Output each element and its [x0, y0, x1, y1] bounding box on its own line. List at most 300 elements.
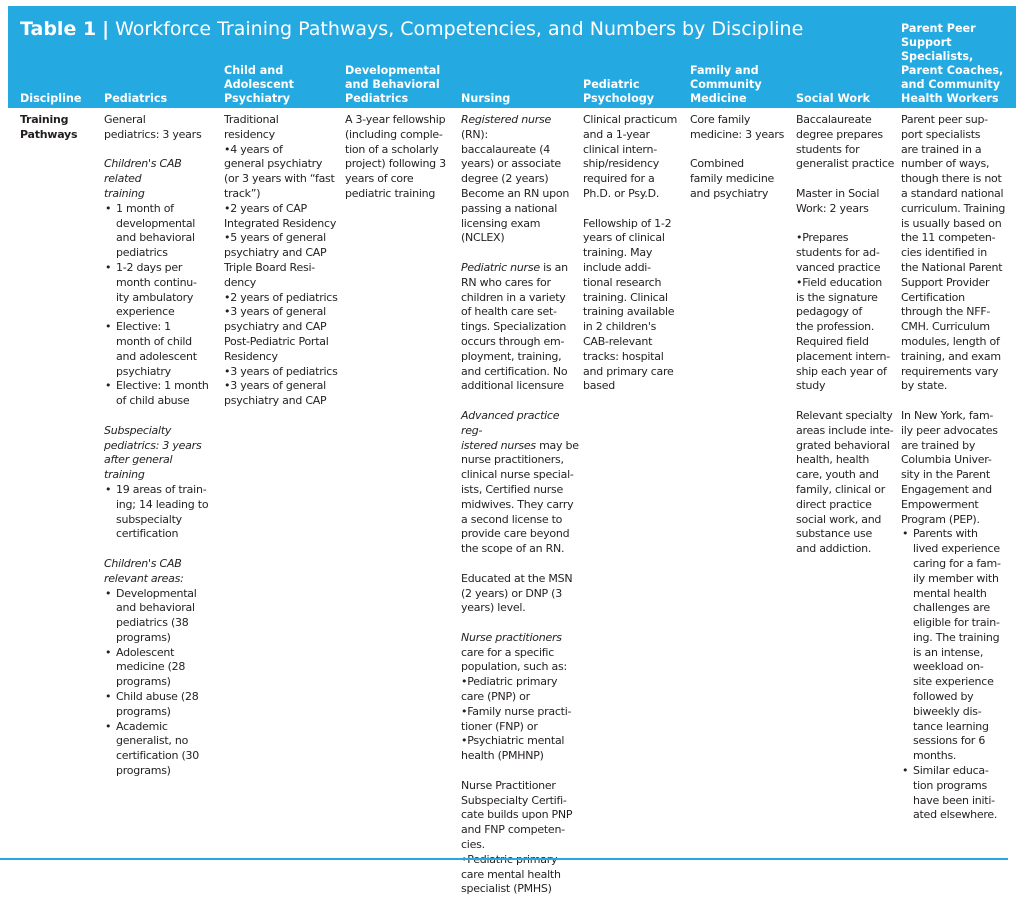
text-line: a standard national [901, 186, 1004, 200]
list-item [116, 646, 222, 690]
text-line: ing. The training [913, 630, 1000, 644]
col-header-dev-behavioral [345, 64, 440, 106]
table-title [20, 18, 803, 40]
list-item [116, 720, 222, 779]
text-line: Combined [690, 157, 744, 171]
text-line: • Developmental [116, 586, 197, 600]
text-line: Training [20, 113, 69, 126]
text-line: psychiatry and CAP [224, 246, 327, 260]
bottom-rule [0, 858, 1008, 860]
social-work-text-2 [796, 187, 900, 217]
pediatrics-intro [104, 113, 222, 143]
text-line: Social Work [796, 92, 871, 105]
ped-psych-text-2 [583, 217, 687, 395]
text-line: cies identified in [901, 246, 987, 260]
text-line: required for a [583, 172, 655, 186]
cell-social-work [796, 113, 900, 557]
cell-child-psychiatry [224, 113, 342, 409]
text-line: are trained by [901, 438, 976, 452]
social-work-text-4 [796, 409, 900, 557]
text-line: •5 years of general [224, 231, 326, 245]
list-item [913, 764, 1013, 823]
text-line: (or 3 years with “fast [224, 172, 335, 186]
text-line: of child abuse [116, 394, 190, 408]
text-line [461, 853, 581, 868]
text-line: tracks: hospital [583, 349, 664, 363]
text-line: Pediatrics [345, 92, 409, 105]
parent-peer-list [901, 527, 1013, 823]
nursing-apn-rest: may be [535, 438, 579, 452]
text-line: Medicine [690, 92, 747, 105]
text-line: cies. [461, 838, 485, 852]
text-line: training. Clinical [583, 290, 668, 304]
text-line: based [583, 379, 615, 393]
text-line: years) or associate [461, 157, 561, 171]
list-item [913, 527, 1013, 764]
col-header-nursing [461, 92, 510, 106]
text-line: site experience [913, 675, 994, 689]
text-line: population, such as: [461, 660, 567, 674]
text-line: ily peer advocates [901, 423, 998, 437]
text-line: licensing exam [461, 216, 541, 230]
text-line: the profession. [796, 320, 875, 334]
list-item [116, 483, 222, 542]
nursing-rn-text [461, 143, 581, 247]
text-line: dency [224, 275, 257, 289]
text-line: passing a national [461, 201, 558, 215]
text-line: nurse practitioners, [461, 453, 564, 467]
text-line: Children's CAB [104, 556, 182, 570]
text-line: is usually based on [901, 216, 1002, 230]
text-line: social work, and [796, 512, 882, 526]
text-line: Relevant specialty [796, 408, 893, 422]
text-line: years) level. [461, 601, 526, 615]
text-line: have been initi- [913, 793, 995, 807]
parent-peer-text-1 [901, 113, 1013, 394]
col-header-family-medicine [690, 64, 762, 106]
text-line: CAB-relevant [583, 334, 653, 348]
pediatrics-cab-list [104, 202, 222, 409]
cell-pediatrics [104, 113, 222, 779]
text-line: Become an RN upon [461, 186, 570, 200]
text-line: additional licensure [461, 379, 564, 393]
text-line: baccalaureate (4 [461, 142, 550, 156]
text-line: tioner (FNP) or [461, 719, 538, 733]
text-line: • 1 month of [116, 201, 174, 215]
family-med-text-1 [690, 113, 794, 143]
text-line: is an intense, [913, 645, 984, 659]
text-line: Residency [224, 349, 278, 363]
text-line: areas include inte- [796, 423, 894, 437]
text-line: •4 years of [224, 142, 283, 156]
text-line: a second license to [461, 512, 563, 526]
text-line: Integrated Residency [224, 216, 337, 230]
text-line: A 3-year fellowship [345, 113, 446, 126]
text-line: programs) [116, 764, 171, 778]
text-line: pediatric training [345, 186, 436, 200]
nursing-apn-term-line2 [461, 439, 581, 454]
text-line: Program (PEP). [901, 512, 980, 526]
text-line: Specialists, [901, 50, 974, 63]
text-line: weekload on- [913, 660, 984, 674]
text-line: • Adolescent [116, 645, 175, 659]
text-line: experience [116, 305, 175, 319]
text-line: port specialists [901, 127, 981, 141]
list-item [116, 587, 222, 646]
text-line: training available [583, 305, 675, 319]
text-line: In New York, fam- [901, 408, 994, 422]
text-line: Psychiatry [224, 92, 291, 105]
text-line: Pathways [20, 127, 78, 141]
text-line: Required field [796, 334, 869, 348]
text-line: residency [224, 127, 275, 141]
nursing-apn-term-line1: Advanced practice reg- [461, 408, 560, 437]
text-line: Children's CAB related [104, 157, 182, 186]
text-line: Community [690, 78, 762, 91]
text-line: care (PNP) or [461, 690, 530, 704]
text-line: Pediatric [583, 78, 640, 91]
text-line: (NCLEX) [461, 231, 505, 245]
text-line: include addi- [583, 260, 651, 274]
title-text: Workforce Training Pathways, Competencies, and Numbers by Discipline [115, 18, 804, 40]
text-line: pediatrics (38 [116, 616, 189, 630]
text-line: (2 years) or DNP (3 [461, 586, 562, 600]
family-med-text-2 [690, 157, 794, 201]
text-line: the 11 competen- [901, 231, 996, 245]
text-line: the scope of an RN. [461, 542, 565, 556]
nursing-np-term: Nurse practitioners [461, 630, 562, 644]
social-work-text-3 [796, 231, 900, 394]
text-line: •2 years of CAP [224, 201, 307, 215]
text-line: care for a specific [461, 645, 555, 659]
text-line: substance use [796, 527, 872, 541]
text-line: through the NFF- [901, 305, 991, 319]
text-line: Baccalaureate [796, 113, 872, 126]
text-line: Psychology [583, 92, 655, 105]
text-line: •Prepares [796, 231, 849, 245]
pediatrics-cab-heading [104, 157, 222, 201]
text-line: degree prepares [796, 127, 883, 141]
text-line: Nurse Practitioner [461, 778, 556, 792]
text-line: family medicine [690, 172, 775, 186]
pediatrics-subspecialty-list [104, 483, 222, 542]
text-line: general psychiatry [224, 157, 323, 171]
text-line: tance learning [913, 719, 989, 733]
text-line: certification [116, 527, 179, 541]
text-line: Support Provider [901, 275, 990, 289]
text-line: training. May [583, 246, 653, 260]
text-line: Empowerment [901, 497, 979, 511]
text-line: years of core [345, 172, 414, 186]
text-line: subspecialty [116, 512, 182, 526]
text-line: is the signature [796, 290, 878, 304]
title-separator: | [102, 18, 110, 40]
text-line: psychiatry and CAP [224, 394, 327, 408]
text-line: •Family nurse practi- [461, 704, 572, 718]
text-line: caring for a fam- [913, 556, 1001, 570]
col-header-pediatric-psychology [583, 78, 654, 106]
text-line: CMH. Curriculum [901, 320, 990, 334]
text-line: Nursing [461, 92, 511, 105]
text-line: •2 years of pediatrics [224, 290, 338, 304]
text-line: eligible for train- [913, 616, 1000, 630]
list-item [116, 261, 222, 320]
text-line: certification (30 [116, 749, 200, 763]
text-line: tion programs [913, 778, 988, 792]
text-line: programs) [116, 675, 171, 689]
text-line: care mental health [461, 867, 561, 881]
text-line: lived experience [913, 542, 1000, 556]
text-line: tings. Specialization [461, 320, 567, 334]
text-line: • Academic [116, 719, 168, 733]
text-line: generalist practice [796, 157, 895, 171]
nursing-ped-first-line [461, 261, 581, 276]
text-line: Master in Social [796, 186, 880, 200]
text-line: • Parents with [913, 527, 978, 541]
text-line: are trained in a [901, 142, 982, 156]
training-table [8, 6, 1016, 896]
text-line: students for ad- [796, 246, 880, 260]
text-line: •3 years of general [224, 305, 326, 319]
text-line: clinical nurse special- [461, 468, 574, 482]
text-line: and certification. No [461, 364, 568, 378]
text-line: Subspecialty [104, 423, 172, 437]
text-line: Health Workers [901, 92, 999, 105]
text-line: Clinical practicum [583, 113, 678, 126]
text-line: requirements vary [901, 364, 999, 378]
text-line: mental health [913, 586, 987, 600]
text-line: • Elective: 1 month [116, 379, 209, 393]
nursing-np-text [461, 646, 581, 764]
text-line: Certification [901, 290, 965, 304]
cell-pediatric-psychology [583, 113, 687, 394]
text-line: Ph.D. or Psy.D. [583, 186, 660, 200]
text-line: Columbia Univer- [901, 453, 992, 467]
text-line: RN who cares for [461, 275, 551, 289]
text-line: students for [796, 142, 860, 156]
nursing-rn-first-line [461, 113, 581, 143]
text-line: study [796, 379, 826, 393]
text-line: the National Parent [901, 260, 1003, 274]
text-line: ing; 14 leading to [116, 497, 209, 511]
ped-psych-text-1 [583, 113, 687, 202]
text-line: pediatrics [116, 246, 168, 260]
nursing-apn-text [461, 453, 581, 557]
col-header-parent-peer [901, 22, 1003, 106]
cell-parent-peer [901, 113, 1013, 823]
col-header-discipline [20, 92, 81, 106]
cell-dev-behavioral [345, 113, 459, 202]
text-line: pediatrics: 3 years [104, 127, 202, 141]
text-line: clinical intern- [583, 142, 657, 156]
text-line: pediatrics: 3 years [104, 438, 202, 452]
text-line: • Similar educa- [913, 764, 989, 778]
text-line: modules, length of [901, 334, 1000, 348]
pediatrics-areas-heading [104, 557, 222, 587]
list-item [116, 202, 222, 261]
text-line: medicine (28 [116, 660, 186, 674]
text-line: direct practice [796, 497, 872, 511]
text-line: and behavioral [116, 601, 195, 615]
text-line: cate builds upon PNP [461, 808, 573, 822]
list-item [116, 320, 222, 379]
text-line: ated elsewhere. [913, 808, 998, 822]
text-line: developmental [116, 216, 196, 230]
text-line: Support [901, 36, 952, 49]
text-line: training [104, 468, 145, 482]
nursing-rn-term: Registered nurse [461, 113, 551, 126]
text-line: and adolescent [116, 349, 197, 363]
text-line: occurs through em- [461, 334, 565, 348]
text-line: pedagogy of [796, 305, 863, 319]
text-line: • Elective: 1 [116, 320, 171, 334]
text-line: training [104, 186, 145, 200]
text-line: Educated at the MSN [461, 571, 573, 585]
text-line: tion of a scholarly [345, 142, 439, 156]
text-line: Family and [690, 64, 759, 77]
social-work-text-1 [796, 113, 900, 172]
table-number: Table 1 [20, 18, 97, 40]
text-line: midwives. They carry [461, 497, 574, 511]
text-line: care, youth and [796, 468, 879, 482]
col-header-pediatrics [104, 92, 167, 106]
text-line: relevant areas: [104, 571, 184, 585]
text-line: challenges are [913, 601, 990, 615]
text-line: Work: 2 years [796, 201, 869, 215]
text-line: years of clinical [583, 231, 665, 245]
text-line: and psychiatry [690, 186, 769, 200]
text-line: Developmental [345, 64, 441, 77]
text-line: sessions for 6 [913, 734, 986, 748]
pediatrics-subspecialty-heading [104, 424, 222, 483]
text-line: medicine: 3 years [690, 127, 785, 141]
text-line: sity in the Parent [901, 468, 990, 482]
pediatrics-areas-list [104, 587, 222, 779]
text-line: vanced practice [796, 260, 881, 274]
text-line: grated behavioral [796, 438, 890, 452]
text-line: Parent Peer [901, 22, 976, 35]
text-line: programs) [116, 704, 171, 718]
text-line: track”) [224, 186, 261, 200]
list-item [116, 690, 222, 720]
col-header-child-psychiatry [224, 64, 294, 106]
nursing-apn-term: istered nurses [461, 438, 536, 452]
text-line: training, and exam [901, 349, 1001, 363]
text-line: project) following 3 [345, 157, 446, 171]
list-item [116, 379, 222, 409]
text-line: and Community [901, 78, 1001, 91]
cell-family-medicine [690, 113, 794, 202]
text-line: Triple Board Resi- [224, 260, 315, 274]
text-line: and addiction. [796, 542, 872, 556]
text-line: placement intern- [796, 349, 890, 363]
text-line: of health care set- [461, 305, 557, 319]
text-line: specialist (PMHS) [461, 882, 552, 896]
text-line: (including comple- [345, 127, 443, 141]
text-line: months. [913, 749, 957, 763]
col-header-social-work [796, 92, 870, 106]
text-line: ship/residency [583, 157, 660, 171]
parent-peer-text-2 [901, 409, 1013, 527]
text-line: generalist, no [116, 734, 189, 748]
text-line: and a 1-year [583, 127, 650, 141]
text-line: •3 years of general [224, 379, 326, 393]
text-line: Parent peer sup- [901, 113, 988, 126]
text-line: followed by [913, 690, 974, 704]
text-line: •Field education [796, 275, 882, 289]
nursing-subspecialty-text [461, 779, 581, 897]
text-line: month continu- [116, 275, 197, 289]
text-line: Engagement and [901, 482, 992, 496]
text-line: Discipline [20, 92, 82, 105]
text-line: family, clinical or [796, 482, 885, 496]
text-line: degree (2 years) [461, 172, 549, 186]
text-line: General [104, 113, 146, 126]
table-body [8, 113, 1016, 896]
text-line: ily member with [913, 571, 999, 585]
text-line: ployment, training, [461, 349, 562, 363]
text-line: •Pediatric primary [461, 675, 558, 689]
text-line: biweekly dis- [913, 704, 982, 718]
text-line: psychiatry and CAP [224, 320, 327, 334]
nursing-ped-rest: is an [539, 260, 568, 274]
nursing-ped-term: Pediatric nurse [461, 260, 540, 274]
text-line: •Psychiatric mental [461, 734, 565, 748]
text-line: Post-Pediatric Portal [224, 334, 329, 348]
text-line: and behavioral [116, 231, 195, 245]
text-line: psychiatry [116, 364, 171, 378]
text-line: • Child abuse (28 [116, 690, 199, 704]
cell-nursing [461, 113, 581, 897]
text-line: after general [104, 453, 173, 467]
nursing-ped-text [461, 276, 581, 394]
text-line: Pediatrics [104, 92, 168, 105]
text-line: Traditional [224, 113, 279, 126]
text-line: • 1-2 days per [116, 260, 183, 274]
text-line: Child and [224, 64, 284, 77]
text-line: health, health [796, 453, 870, 467]
text-line: children in a variety [461, 290, 566, 304]
text-line: Adolescent [224, 78, 294, 91]
text-line: month of child [116, 334, 192, 348]
text-line: Core family [690, 113, 751, 126]
text-line: health (PMHNP) [461, 749, 544, 763]
text-line: •3 years of pediatrics [224, 364, 338, 378]
nursing-rn-rest: (RN): [461, 127, 488, 141]
text-line: tional research [583, 275, 662, 289]
text-line: and primary care [583, 364, 674, 378]
text-line: number of ways, [901, 157, 990, 171]
text-line: in 2 children's [583, 320, 657, 334]
text-line: ity ambulatory [116, 290, 194, 304]
table-header [8, 6, 1016, 108]
text-line: by state. [901, 379, 948, 393]
row-label-training-pathways [20, 113, 100, 143]
text-line: curriculum. Training [901, 201, 1006, 215]
text-line: programs) [116, 630, 171, 644]
text-line: provide care beyond [461, 527, 570, 541]
text-line: ists, Certified nurse [461, 482, 564, 496]
text-line: and Behavioral [345, 78, 440, 91]
text-line: and FNP competen- [461, 823, 565, 837]
text-line: Fellowship of 1-2 [583, 216, 672, 230]
text-line: though there is not [901, 172, 1002, 186]
nursing-education-text [461, 572, 581, 616]
text-line: ship each year of [796, 364, 887, 378]
text-line: • 19 areas of train- [116, 482, 207, 496]
text-line: Subspecialty Certifi- [461, 793, 567, 807]
text-line: Parent Coaches, [901, 64, 1004, 77]
